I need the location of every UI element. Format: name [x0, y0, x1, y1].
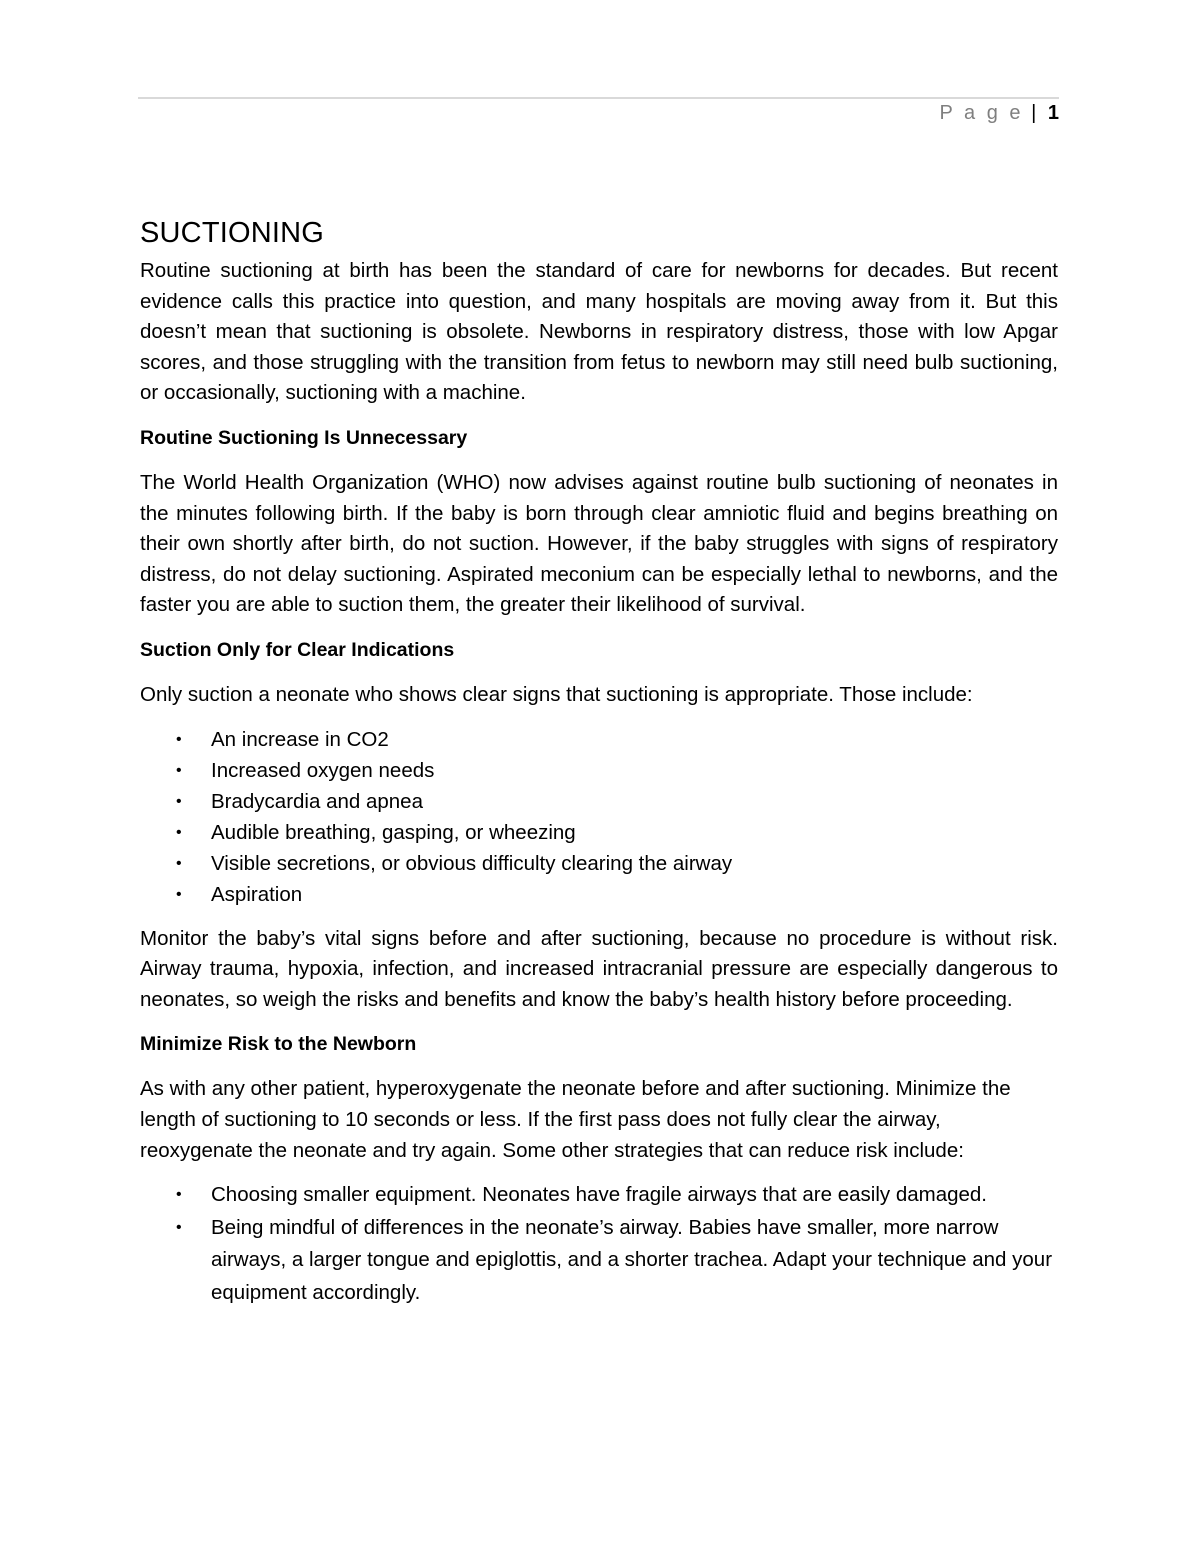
vital-signs-paragraph: Monitor the baby’s vital signs before and after suctioning, because no procedure is without risk. Airway trauma, hypoxia, infection, and increased intracranial pressure are especially dangerous to neonates, so weigh the risks and benefits and know the baby’s health history before proceeding.	[140, 926, 1058, 1011]
list-item	[140, 786, 1058, 817]
page-number: 1	[1047, 102, 1059, 124]
risk-strategies-list	[140, 1179, 1058, 1309]
list-item-text: Visible secretions, or obvious difficulty clearing the airway	[211, 851, 733, 875]
list-item	[140, 755, 1058, 786]
section-heading-minimize-risk: Minimize Risk to the Newborn	[140, 1033, 417, 1056]
section-paragraph-routine-suctioning: The World Health Organization (WHO) now advises against routine bulb suctioning of neonates in the minutes following birth. If the baby is born through clear amniotic fluid and begins breathing on their own shortly after birth, do not suction. However, if the baby struggles with signs of respiratory distress, do not delay suctioning. Aspirated meconium can be especially lethal to newborns, and the faster you are able to suction them, the greater their likelihood of survival.	[140, 470, 1058, 617]
bullet-icon: •	[176, 854, 182, 872]
indications-list	[140, 724, 1058, 910]
list-item-text: Aspiration	[211, 882, 303, 906]
bullet-icon: •	[176, 823, 182, 841]
page-label: P a g e	[939, 102, 1024, 124]
header-divider	[138, 97, 1059, 99]
list-item	[140, 1179, 1058, 1212]
list-item-text: Being mindful of differences in the neonate’s airway. Babies have smaller, more narrow airways, a larger tongue and epiglottis, and a shorter trachea. Adapt your technique and your equipment accordingly.	[211, 1215, 1053, 1304]
section-paragraph-minimize-risk: As with any other patient, hyperoxygenate the neonate before and after suctioning. Minimize the length of suctioning to 10 seconds or less. If the first pass does not fully clear the airway, reoxygenate the neonate and try again. Some other strategies that can reduce risk include:	[140, 1077, 1011, 1162]
section-heading-clear-indications: Suction Only for Clear Indications	[140, 638, 455, 661]
list-item	[140, 1212, 1058, 1310]
list-item-text: Increased oxygen needs	[211, 758, 435, 782]
list-item	[140, 817, 1058, 848]
document-body	[140, 214, 1058, 1323]
list-item	[140, 848, 1058, 879]
page-separator: |	[1031, 102, 1037, 124]
section-heading-routine-suctioning: Routine Suctioning Is Unnecessary	[140, 426, 468, 449]
list-item	[140, 879, 1058, 910]
document-title: SUCTIONING	[140, 217, 325, 249]
bullet-icon: •	[176, 1186, 182, 1204]
bullet-icon: •	[176, 1218, 182, 1236]
page-number-header	[940, 101, 1059, 125]
list-item-text: Choosing smaller equipment. Neonates have fragile airways that are easily damaged.	[211, 1183, 988, 1207]
bullet-icon: •	[176, 885, 182, 903]
list-item-text: Bradycardia and apnea	[211, 789, 423, 813]
list-item-text: Audible breathing, gasping, or wheezing	[211, 820, 576, 844]
bullet-icon: •	[176, 730, 182, 748]
list-item	[140, 724, 1058, 755]
bullet-icon: •	[176, 761, 182, 779]
bullet-icon: •	[176, 792, 182, 810]
list-item-text: An increase in CO2	[211, 727, 389, 751]
intro-paragraph: Routine suctioning at birth has been the standard of care for newborns for decades. But recent evidence calls this practice into question, and many hospitals are moving away from it. But this doesn’t mean that suctioning is obsolete. Newborns in respiratory distress, those with low Apgar scores, and those struggling with the transition from fetus to newborn may still need bulb suctioning, or occasionally, suctioning with a machine.	[140, 259, 1058, 405]
section-paragraph-clear-indications: Only suction a neonate who shows clear signs that suctioning is appropriate. Those include:	[140, 682, 973, 706]
